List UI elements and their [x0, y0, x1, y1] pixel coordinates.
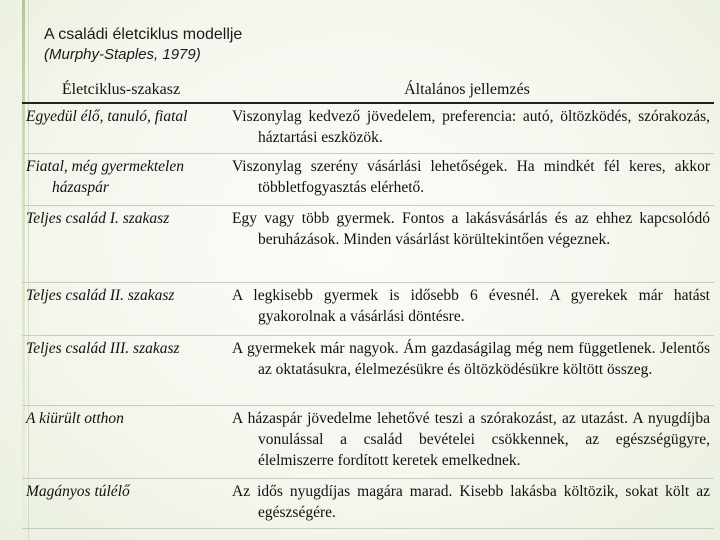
header-description: Általános jellemzés	[220, 78, 714, 103]
stage-cell	[22, 405, 220, 478]
table-row	[22, 335, 714, 405]
slide-title: A családi életciklus modellje	[44, 26, 243, 43]
stage-cell	[22, 478, 220, 528]
header-stage: Életciklus-szakasz	[22, 78, 220, 103]
description-text: Viszonylag kedvező jövedelem, preferencia: autó, öltözködés, szórakozás, háztartási eszközök.	[232, 108, 710, 146]
description-text: A házaspár jövedelme lehetővé teszi a szórakozást, az utazást. A nyugdíjba vonulással a család bevételei csökkennek, az egészségügyre, élelmiszerre fordított keretek emelkednek.	[232, 409, 710, 469]
table-header-row	[22, 78, 714, 103]
description-text: A gyermekek már nagyok. Ám gazdaságilag még nem függetlenek. Jelentős az oktatásukra, élelmezésükre és öltözködésükre költött összeg.	[232, 339, 710, 378]
slide-subtitle: (Murphy-Staples, 1979)	[44, 46, 201, 63]
description-text: Az idős nyugdíjas magára marad. Kisebb lakásba költözik, sokat költ az egészségére.	[232, 482, 710, 521]
description-cell	[220, 103, 714, 153]
description-cell	[220, 205, 714, 282]
table-row	[22, 103, 714, 153]
table-row	[22, 478, 714, 528]
table-row	[22, 153, 714, 205]
stage-cell	[22, 103, 220, 153]
stage-label: A kiürült otthon	[26, 409, 124, 427]
stage-label: Teljes család III. szakasz	[26, 339, 180, 357]
description-text: A legkisebb gyermek is idősebb 6 évesnél. A gyerekek már hatást gyakorolnak a vásárlási döntésre.	[232, 286, 710, 325]
table-row	[22, 282, 714, 335]
stage-label: Teljes család I. szakasz	[26, 209, 170, 227]
stage-cell	[22, 205, 220, 282]
stage-cell	[22, 282, 220, 335]
description-text: Egy vagy több gyermek. Fontos a lakásvásárlás és az ehhez kapcsolódó beruházások. Minden vásárlást körültekintően végeznek.	[232, 209, 710, 248]
stage-label: Egyedül élő, tanuló, fiatal	[26, 108, 188, 125]
description-cell	[220, 282, 714, 335]
description-cell	[220, 153, 714, 205]
table-row	[22, 405, 714, 478]
stage-cell	[22, 335, 220, 405]
description-text: Viszonylag szerény vásárlási lehetőségek. Ha mindkét fél keres, akkor többletfogyasztás elérhető.	[232, 157, 710, 196]
stage-cell	[22, 153, 220, 205]
description-cell	[220, 405, 714, 478]
title-block	[44, 26, 242, 64]
lifecycle-table	[22, 78, 714, 529]
description-cell	[220, 335, 714, 405]
description-cell	[220, 478, 714, 528]
table-row	[22, 205, 714, 282]
stage-label: Magányos túlélő	[26, 482, 130, 500]
stage-label: Teljes család II. szakasz	[26, 286, 175, 304]
stage-label: Fiatal, még gyermektelen házaspár	[26, 157, 184, 196]
